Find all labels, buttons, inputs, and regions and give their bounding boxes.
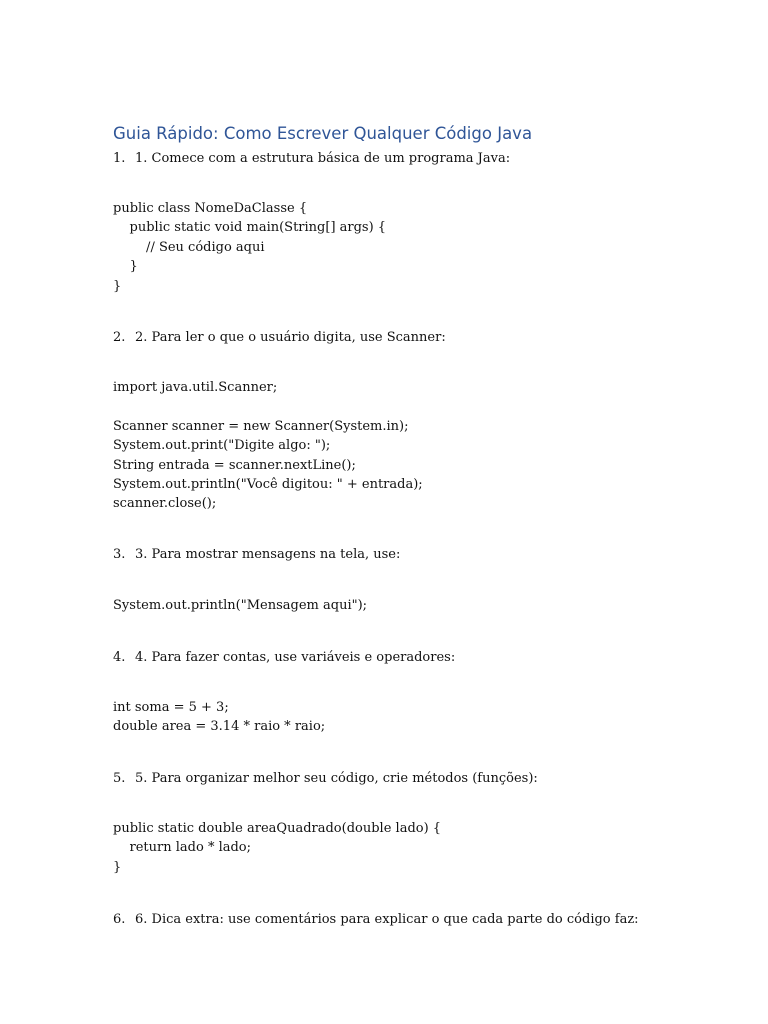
code-block-2: import java.util.Scanner; Scanner scanner = new Scanner(System.in); System.out.print("Digite algo: "); String entrada = scanner.nextLine(); System.out.println("Você digitou: " + entrada); scanner.close(); <box>113 380 423 512</box>
list-item-1 <box>113 149 510 168</box>
code-block-5: public static double areaQuadrado(double lado) { return lado * lado; } <box>113 821 442 875</box>
list-number: 6. <box>113 912 126 927</box>
list-item-4 <box>113 648 455 667</box>
list-number: 4. <box>113 650 126 665</box>
code-block-1: public class NomeDaClasse { public static void main(String[] args) { // Seu código aqui } } <box>113 201 387 294</box>
list-number: 2. <box>113 330 126 345</box>
list-number: 3. <box>113 547 126 562</box>
list-item-text: 6. Dica extra: use comentários para explicar o que cada parte do código faz: <box>135 912 639 927</box>
code-block-3: System.out.println("Mensagem aqui"); <box>113 598 368 613</box>
list-item-text: 4. Para fazer contas, use variáveis e operadores: <box>135 650 456 665</box>
list-item-6 <box>113 910 639 929</box>
list-item-text: 5. Para organizar melhor seu código, crie métodos (funções): <box>135 771 538 786</box>
list-item-2 <box>113 328 446 347</box>
list-number: 5. <box>113 771 126 786</box>
list-number: 1. <box>113 151 126 166</box>
list-item-5 <box>113 769 538 788</box>
document-title: Guia Rápido: Como Escrever Qualquer Código Java <box>113 124 533 143</box>
list-item-text: 1. Comece com a estrutura básica de um programa Java: <box>135 151 511 166</box>
code-block-4: int soma = 5 + 3; double area = 3.14 * raio * raio; <box>113 700 326 735</box>
list-item-text: 2. Para ler o que o usuário digita, use Scanner: <box>135 330 446 345</box>
list-item-3 <box>113 545 400 564</box>
list-item-text: 3. Para mostrar mensagens na tela, use: <box>135 547 401 562</box>
